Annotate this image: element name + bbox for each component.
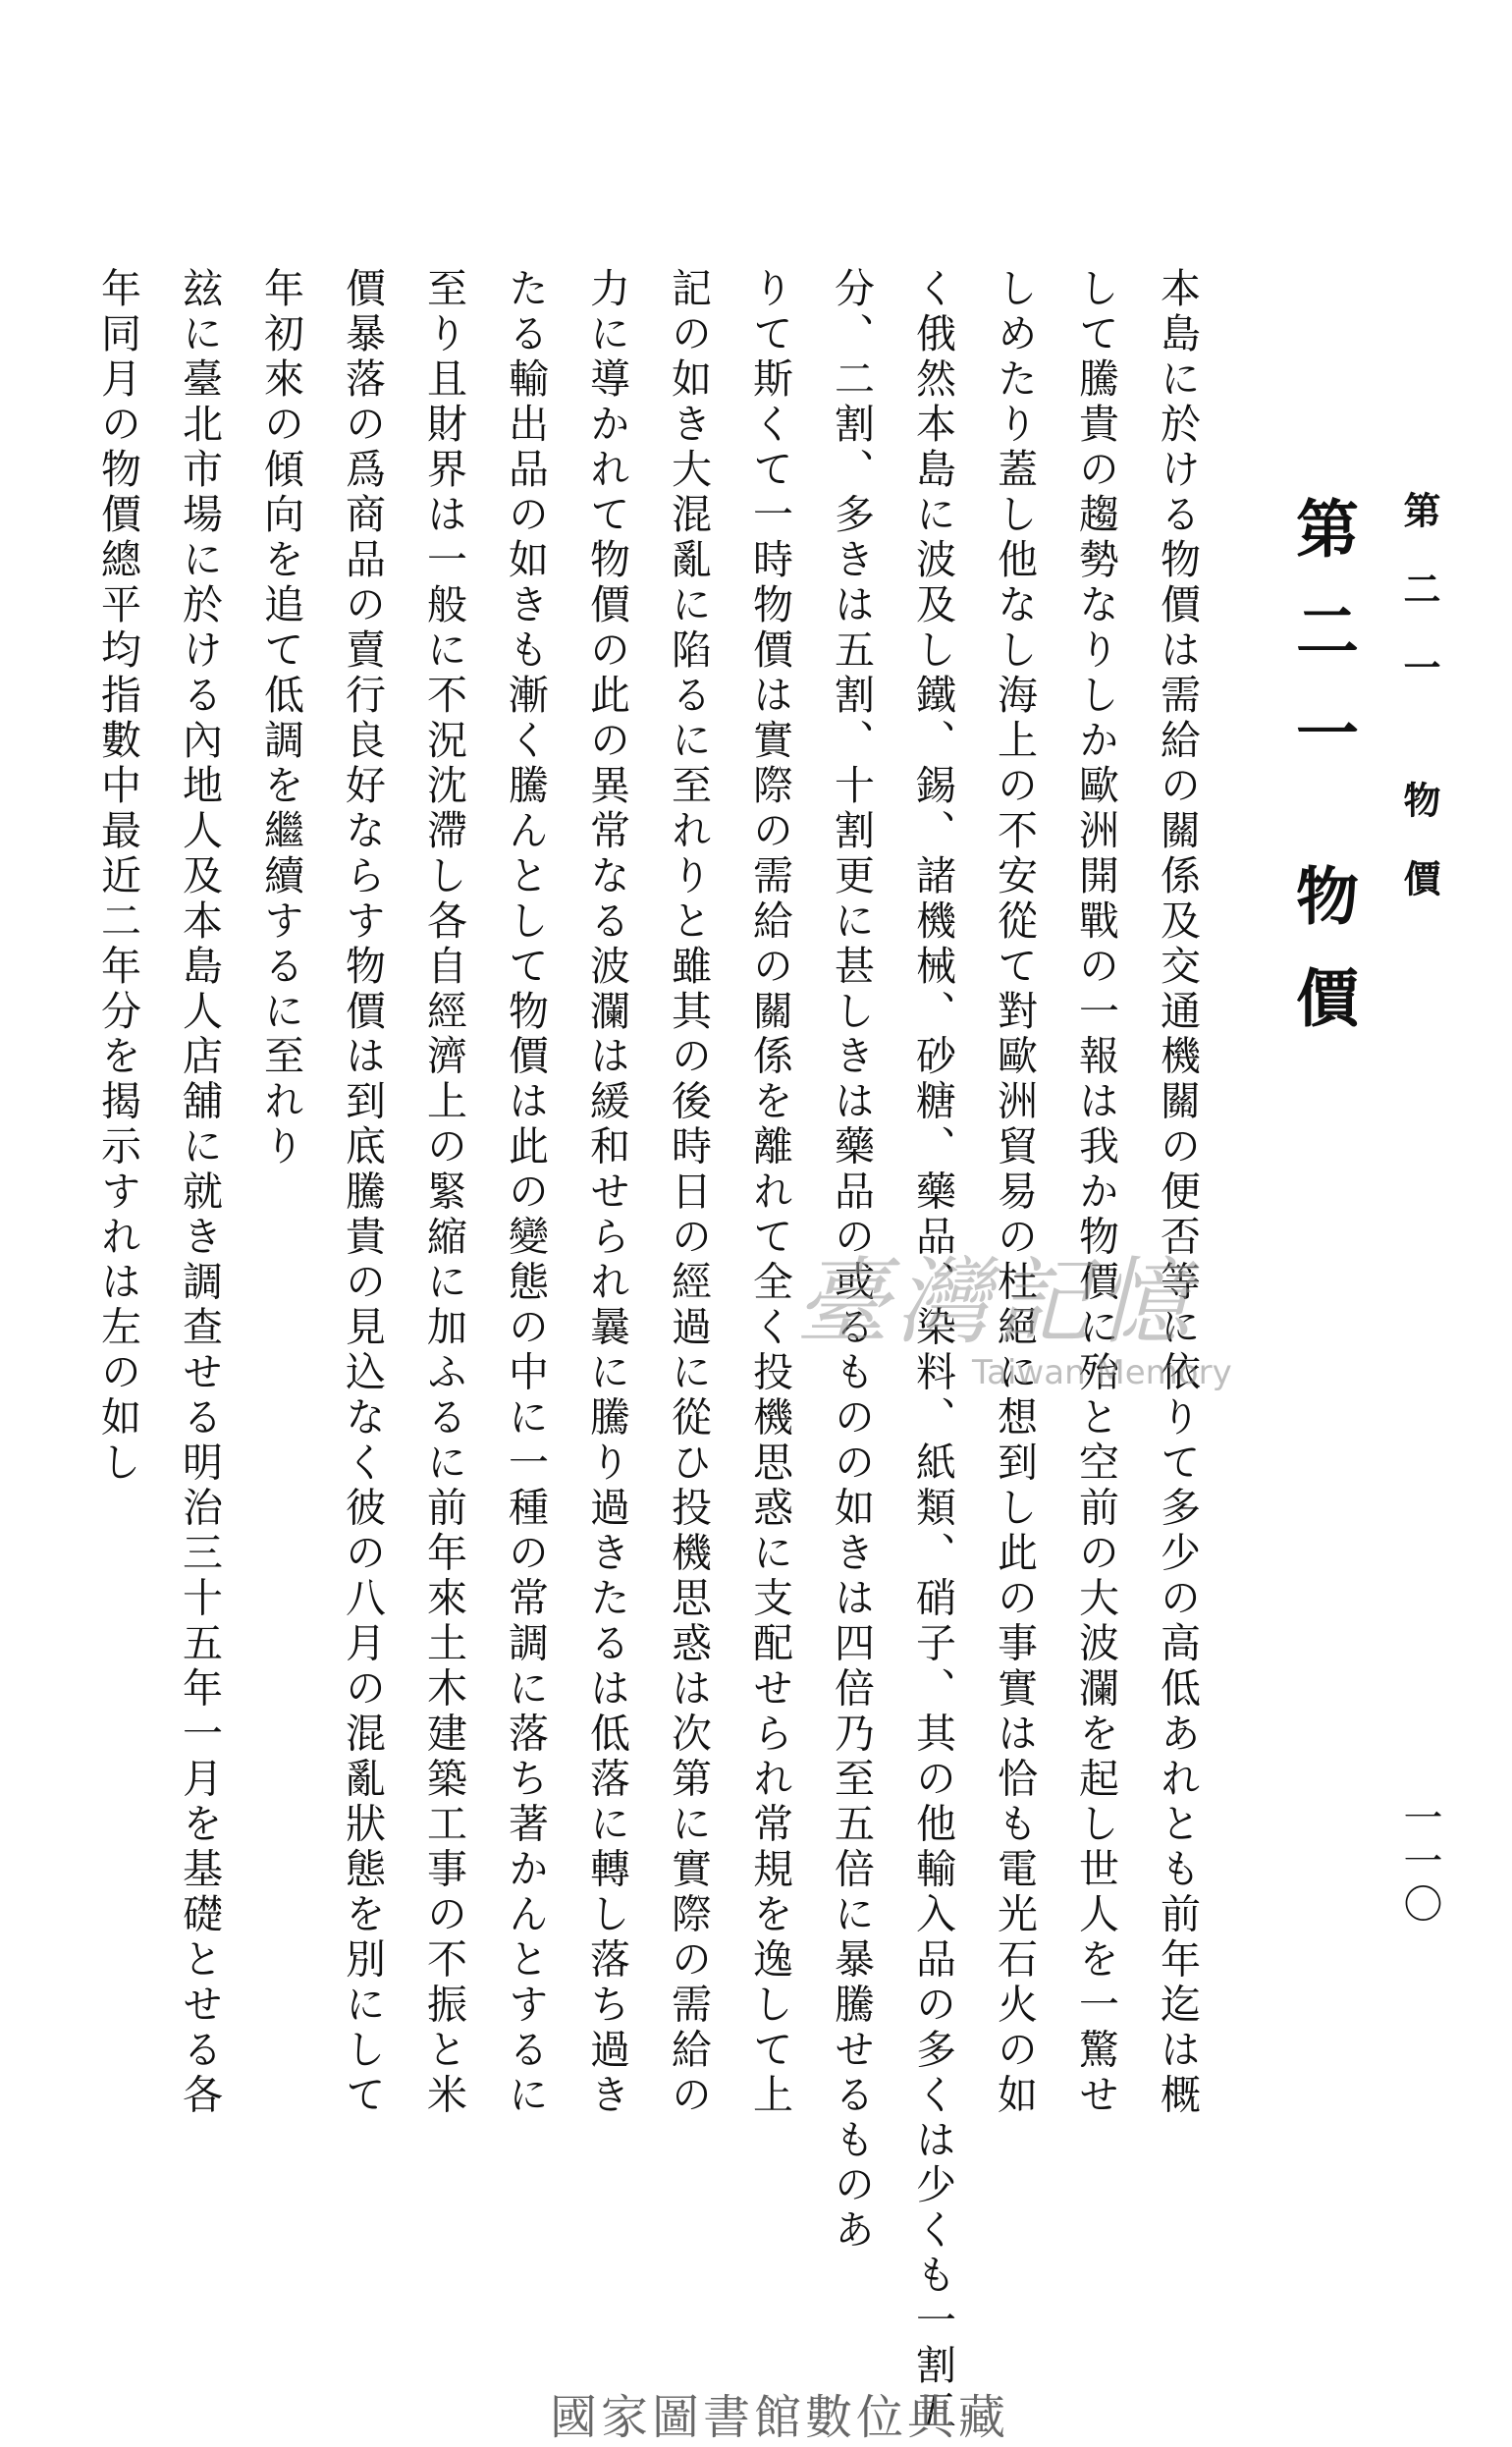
text-line: 力に導かれて物價の此の異常なる波瀾は緩和せられ曩に騰り過きたるは低落に轉し落ち過き	[583, 267, 630, 2119]
watermark-logo-text: 臺灣記憶	[795, 1247, 1196, 1357]
text-line: 年同月の物價總平均指數中最近二年分を揭示すれは左の如し	[94, 267, 141, 1487]
watermark-subtext: Taiwan Memory	[972, 1353, 1232, 1392]
text-line: 本島に於ける物價は需給の關係及交通機關の便否等に依りて多少の高低あれとも前年迄は概	[1154, 267, 1201, 2119]
page-number: 一一〇	[1397, 1797, 1442, 1927]
text-line: 價暴落の爲商品の賣行良好ならす物價は到底騰貴の見込なく彼の八月の混亂狀態を別にして	[339, 267, 386, 2119]
text-line: 記の如き大混亂に陷るに至れりと雖其の後時日の經過に從ひ投機思惑は次第に實際の需給の	[665, 267, 712, 2119]
text-line: 年初來の傾向を追て低調を繼續するに至れり	[257, 267, 304, 1170]
text-line: 玆に臺北市場に於ける內地人及本島人店舖に就き調查せる明治三十五年一月を基礎とせる各	[176, 267, 223, 2119]
text-line: たる輸出品の如きも漸く騰んとして物價は此の變態の中に一種の常調に落ち著かんとするに	[502, 267, 549, 2119]
text-line: しめたり蓋し他なし海上の不安從て對歐洲貿易の杜絕に想到し此の事實は恰も電光石火の如	[991, 267, 1038, 2119]
running-title: 第二一 物價	[1397, 491, 1441, 939]
footer-credit: 國家圖書館數位典藏	[550, 2390, 1010, 2445]
text-line: 分、二割、多きは五割、十割更に甚しきは藥品の或るものの如きは四倍乃至五倍に暴騰せるものあ	[828, 267, 875, 2255]
section-title: 第二一 物價	[1285, 496, 1359, 1068]
text-line: 至り且財界は一般に不況沈滯し各自經濟上の緊縮に加ふるに前年來土木建築工事の不振と米	[420, 267, 467, 2119]
text-line: く俄然本島に波及し鐵、錫、諸機械、砂糖、藥品、染料、紙類、硝子、其の他輸入品の多くは少くも一割五	[909, 267, 956, 2435]
text-line: りて斯くて一時物價は實際の需給の關係を離れて全く投機思惑に支配せられ常規を逸して上	[746, 267, 793, 2119]
text-line: して騰貴の趨勢なりしか歐洲開戰の一報は我か物價に殆と空前の大波瀾を起し世人を一驚せ	[1072, 267, 1119, 2119]
